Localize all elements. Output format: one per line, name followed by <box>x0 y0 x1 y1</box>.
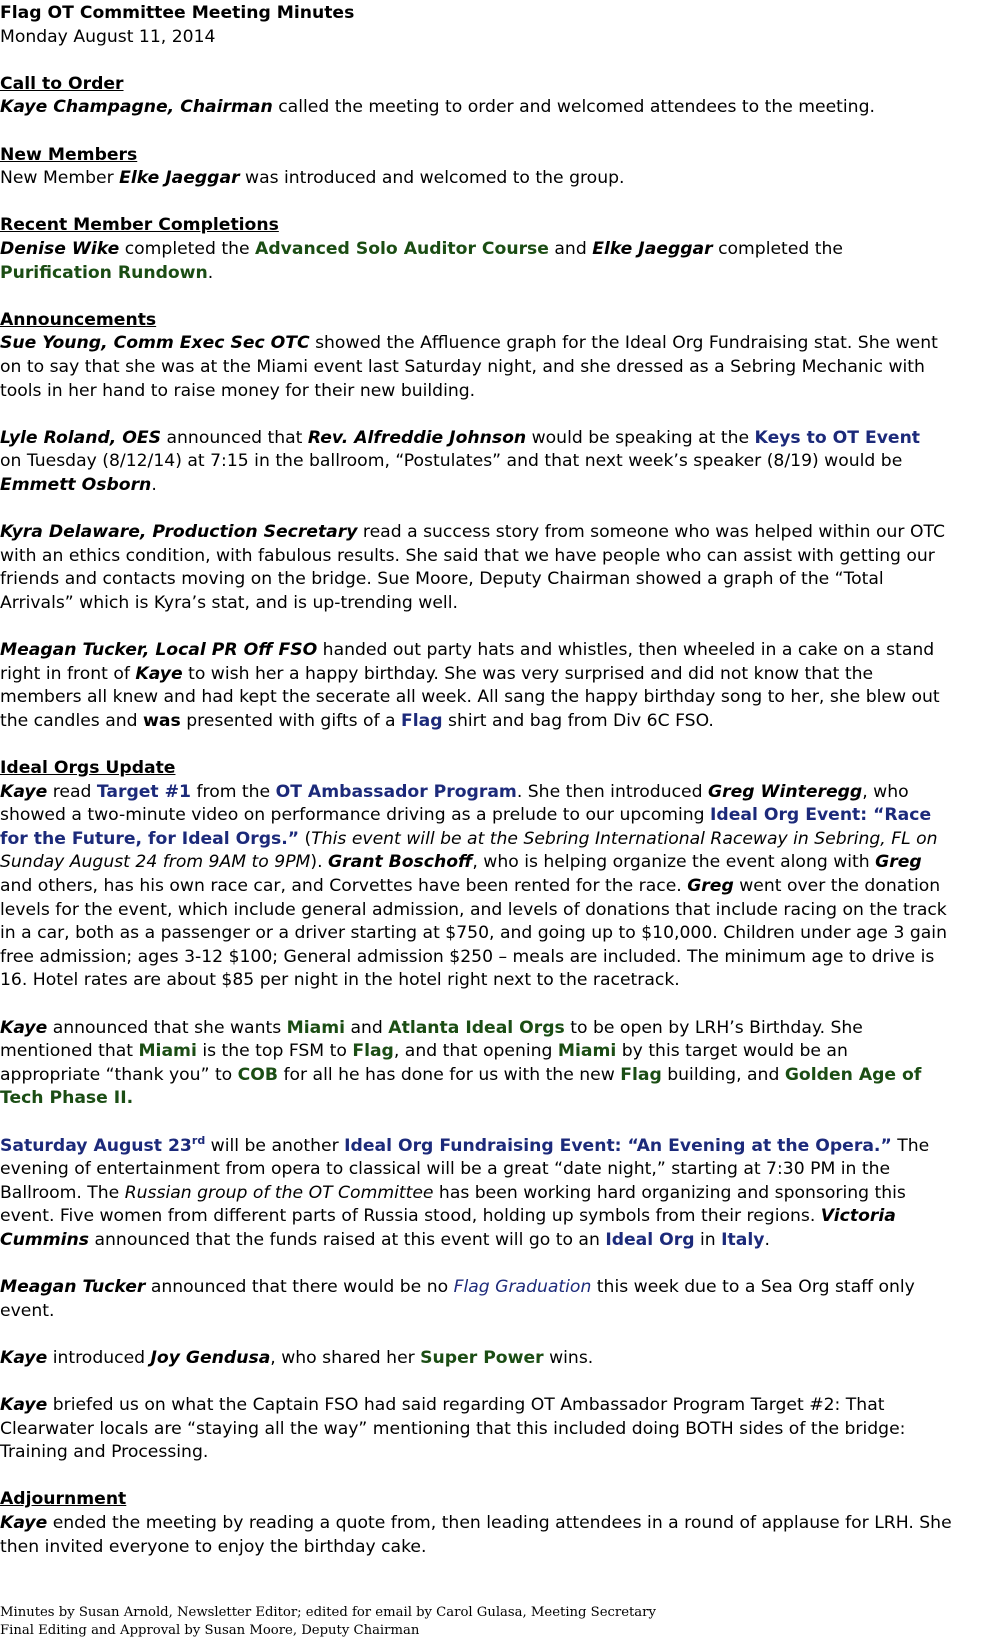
person-name: Lyle Roland, OES <box>0 427 162 448</box>
section-heading: Announcements <box>0 309 157 330</box>
paragraph <box>0 427 985 498</box>
section-heading: New Members <box>0 144 138 165</box>
event-date <box>0 1133 206 1156</box>
org-name: Miami <box>557 1041 617 1062</box>
section-announcements <box>0 309 985 734</box>
text-run: building, and <box>661 1064 785 1085</box>
section-ideal-orgs-update <box>0 757 985 1465</box>
paragraph <box>0 332 985 403</box>
text-run: from the <box>191 781 276 802</box>
person-name: Greg <box>875 852 922 873</box>
text-run: went over the donation <box>733 875 941 896</box>
event-name: Ideal Org Event: “Race <box>710 805 932 826</box>
meeting-date: Monday August 11, 2014 <box>0 26 216 47</box>
org-name: Flag <box>620 1064 662 1085</box>
text-run: called the meeting to order and welcomed attendees to the meeting. <box>272 97 875 118</box>
text-run: by this target would be an <box>616 1041 848 1062</box>
paragraph <box>0 1135 985 1253</box>
text-run: mentioned that <box>0 1041 139 1062</box>
text-run: , who <box>862 781 909 802</box>
document-footer <box>0 1604 656 1639</box>
person-name: Greg Winteregg <box>708 781 863 802</box>
text-run: briefed us on what the Captain FSO had said regarding OT Ambassador Program Target #2: That <box>47 1395 885 1416</box>
text-run: showed the Affluence graph for the Ideal Org Fundraising stat. She went <box>309 333 938 354</box>
person-name: Victoria <box>820 1206 896 1227</box>
text-run: Training and Processing. <box>0 1442 209 1463</box>
event-details: Sunday August 24 from 9AM to 9PM <box>0 852 311 873</box>
text-run: announced that the funds raised at this event will go to an <box>89 1229 606 1250</box>
person-name: Kaye <box>135 663 183 684</box>
person-name: Kaye <box>0 1017 48 1038</box>
text-run: appropriate “thank you” to <box>0 1064 238 1085</box>
section-call-to-order <box>0 73 985 120</box>
text-run: and <box>548 238 593 259</box>
paragraph <box>0 521 985 615</box>
text-run: completed the <box>119 238 256 259</box>
org-name: Flag <box>401 710 443 731</box>
person-name: Denise Wike <box>0 238 120 259</box>
text-run: event. <box>0 1300 55 1321</box>
text-run: . <box>151 474 157 495</box>
event-name: Ideal Org Fundraising Event: “An Evening at the Opera.” <box>344 1135 892 1156</box>
text-run: to wish her a happy birthday. She was very surprised and did not know that the <box>182 663 874 684</box>
program-name: OT Ambassador Program <box>275 781 517 802</box>
program-name: Tech Phase II. <box>0 1088 134 1109</box>
event-details: This event will be at the Sebring International Raceway in Sebring, FL on <box>311 828 938 849</box>
place-name: Italy <box>721 1229 765 1250</box>
text-run: Saturday August 23 <box>0 1135 192 1156</box>
text-run: , who shared her <box>270 1347 421 1368</box>
org-name: Miami <box>286 1017 346 1038</box>
text-run: and <box>345 1017 389 1038</box>
text-run: is the top FSM to <box>196 1041 353 1062</box>
text-run: Clearwater locals are “staying all the way” mentioning that this included doing BOTH sides of the bridge: <box>0 1418 906 1439</box>
section-adjournment <box>0 1488 985 1559</box>
text-run: handed out party hats and whistles, then wheeled in a cake on a stand <box>317 640 935 661</box>
org-name: Miami <box>138 1041 197 1062</box>
paragraph <box>0 96 985 120</box>
org-name: COB <box>237 1064 278 1085</box>
person-name: Sue Young, Comm Exec Sec OTC <box>0 333 310 354</box>
text-run: on Tuesday (8/12/14) at 7:15 in the ballroom, “Postulates” and that next week’s speaker (8/19) would be <box>0 451 903 472</box>
event-name: Keys to OT Event <box>754 427 921 448</box>
text-run: ). <box>310 852 329 873</box>
text-run: for all he has done for us with the new <box>278 1064 621 1085</box>
paragraph <box>0 639 985 733</box>
paragraph <box>0 1276 985 1323</box>
text-run: 16. Hotel rates are about $85 per night in the hotel right next to the racetrack. <box>0 970 680 991</box>
org-name: Ideal Org <box>605 1229 695 1250</box>
paragraph <box>0 781 985 993</box>
text-run: shirt and bag from Div 6C FSO. <box>442 710 714 731</box>
event-name: for the Future, for Ideal Orgs.” <box>0 828 300 849</box>
person-name: Elke Jaeggar <box>119 168 240 189</box>
text-run: announced that she wants <box>47 1017 287 1038</box>
person-name: Meagan Tucker <box>0 1277 146 1298</box>
course-name: Advanced Solo Auditor Course <box>255 238 549 259</box>
section-new-members <box>0 144 985 191</box>
text-run: evening of entertainment from opera to classical will be a great “date night,” starting at 7:30 PM in the <box>0 1159 891 1180</box>
text-run: Arrivals” which is Kyra’s stat, and is up-trending well. <box>0 592 458 613</box>
person-name: Kaye <box>0 1395 48 1416</box>
ordinal-suffix: rd <box>191 1133 206 1147</box>
text-run: tools in her hand to raise money for their new building. <box>0 380 476 401</box>
person-name: Cummins <box>0 1229 90 1250</box>
text-run: Ballroom. The <box>0 1182 125 1203</box>
text-run: event. Five women from different parts of Russia stood, holding up symbols from their regions. <box>0 1206 821 1227</box>
person-name: Elke Jaeggar <box>592 238 713 259</box>
paragraph <box>0 1512 985 1559</box>
person-name: Rev. Alfreddie Johnson <box>307 427 527 448</box>
section-completions <box>0 214 985 285</box>
person-name: Meagan Tucker, Local PR Off FSO <box>0 640 318 661</box>
text-run: showed a two-minute video on performance driving as a prelude to our upcoming <box>0 805 711 826</box>
text-run: the candles and <box>0 710 144 731</box>
org-name: Atlanta Ideal Orgs <box>388 1017 565 1038</box>
text-run: to be open by LRH’s Birthday. She <box>564 1017 863 1038</box>
text-run: presented with gifts of a <box>180 710 402 731</box>
person-name: Kaye <box>0 781 48 802</box>
text-run: was introduced and welcomed to the group. <box>239 168 625 189</box>
person-name: Kaye Champagne, Chairman <box>0 97 273 118</box>
section-heading: Call to Order <box>0 73 124 94</box>
footer-credit-line: Minutes by Susan Arnold, Newsletter Editor; edited for email by Carol Gulasa, Meeting Secretary <box>0 1605 656 1620</box>
text-run: announced that <box>161 427 308 448</box>
section-heading: Ideal Orgs Update <box>0 758 176 778</box>
text-run: and others, has his own race car, and Corvettes have been rented for the race. <box>0 875 688 896</box>
text-run: levels for the event, which include general admission, and levels of donations that include racing on the track <box>0 899 947 920</box>
text-run: , who is helping organize the event along with <box>472 852 876 873</box>
person-name: Emmett Osborn <box>0 474 152 495</box>
text-run: introduced <box>47 1347 151 1368</box>
text-run: . She then introduced <box>516 781 708 802</box>
person-name: Kaye <box>0 1513 48 1533</box>
text-run: . <box>207 262 214 283</box>
text-run: announced that there would be no <box>145 1277 454 1298</box>
text-run: , and that opening <box>393 1041 558 1062</box>
text-run: friends and contacts moving on the bridge. Sue Moore, Deputy Chairman showed a graph of the “Total <box>0 569 884 590</box>
document-body <box>0 2 985 1559</box>
text-run: this week due to a Sea Org staff only <box>591 1277 915 1298</box>
program-name: Golden Age of <box>784 1064 922 1085</box>
org-name: Flag <box>352 1041 394 1062</box>
program-name: Target #1 <box>96 781 191 802</box>
text-run: . <box>764 1229 770 1250</box>
text-run: in <box>694 1229 722 1250</box>
text-run: will be another <box>205 1135 345 1156</box>
person-name: Kaye <box>0 1347 48 1368</box>
paragraph <box>0 238 985 285</box>
text-run: then invited everyone to enjoy the birthday cake. <box>0 1536 427 1557</box>
text-run: with an ethics condition, with fabulous results. She said that we have people who can assist with getting our <box>0 545 935 566</box>
text-run: has been working hard organizing and sponsoring this <box>433 1182 906 1203</box>
person-name: Greg <box>687 875 734 896</box>
text-run: wins. <box>543 1347 594 1368</box>
text-run: was <box>143 710 181 731</box>
paragraph <box>0 1347 985 1371</box>
person-name: Kyra Delaware, Production Secretary <box>0 522 358 543</box>
course-name: Purification Rundown <box>0 262 208 283</box>
text-run: completed the <box>712 238 843 259</box>
section-heading: Adjournment <box>0 1489 127 1510</box>
person-name: Grant Boschoff <box>328 852 473 873</box>
page-title: Flag OT Committee Meeting Minutes <box>0 3 355 23</box>
paragraph <box>0 1394 985 1465</box>
footer-credit-line: Final Editing and Approval by Susan Moore, Deputy Chairman <box>0 1622 420 1638</box>
text-run: members all knew and had kept the secerate all week. All sang the happy birthday song to her, she blew out <box>0 687 940 708</box>
text-run: read <box>47 781 97 802</box>
text-run: right in front of <box>0 663 136 684</box>
paragraph <box>0 167 985 191</box>
text-run: free admission; ages 3-12 $100; General admission $250 – meals are included. The minimum age to drive is <box>0 946 935 967</box>
text-run: read a success story from someone who was helped within our OTC <box>357 522 945 543</box>
text-run: New Member <box>0 168 120 189</box>
paragraph <box>0 1017 985 1111</box>
program-name: Super Power <box>420 1347 544 1368</box>
person-name: Joy Gendusa <box>150 1347 271 1368</box>
group-name: Russian group of the OT Committee <box>124 1182 434 1203</box>
text-run: The <box>891 1135 930 1156</box>
text-run: ended the meeting by reading a quote from, then leading attendees in a round of applause for LRH. She <box>47 1513 952 1533</box>
text-run: ( <box>299 828 312 849</box>
text-run: on to say that she was at the Miami event last Saturday night, and she dressed as a Sebring Mechanic with <box>0 356 925 377</box>
section-heading: Recent Member Completions <box>0 215 279 236</box>
text-run: in a car, both as a passenger or a driver starting at $750, and going up to $10,000. Children under age 3 gain <box>0 923 947 944</box>
event-name: Flag Graduation <box>453 1277 592 1298</box>
text-run: would be speaking at the <box>526 427 755 448</box>
